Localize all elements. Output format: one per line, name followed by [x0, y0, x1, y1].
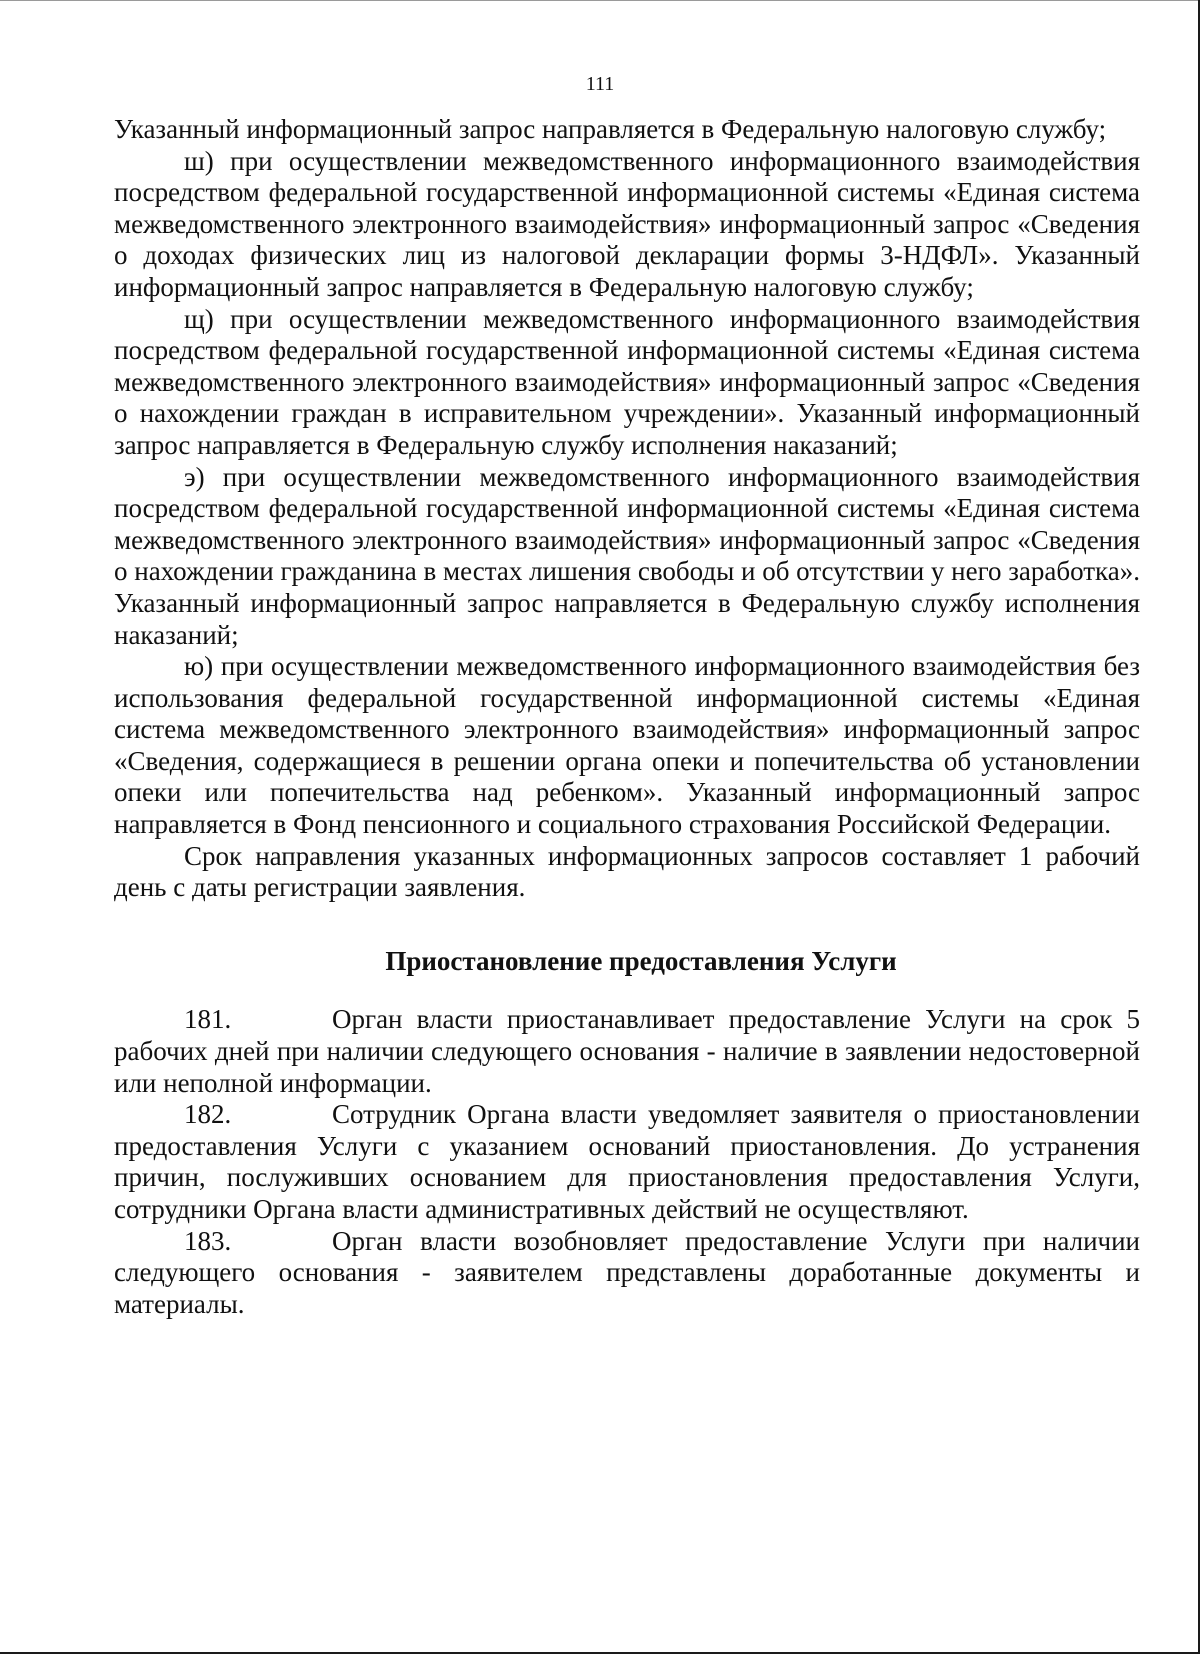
item-number: 181. [184, 1004, 232, 1035]
section-heading: Приостановление предоставления Услуги [385, 945, 897, 976]
paragraph-item-shcha: щ) при осуществлении межведомственного информационного взаимодействия посредством федеральной государственной информационной системы «Единая система межведомственного электронного взаимодействия» информационный запрос «Сведения о нахождении граждан в исправительном учреждении». Указанный информационный запрос направляется в Федеральную службу исполнения наказаний; [114, 303, 1140, 460]
numbered-item-181 [114, 1004, 1140, 1099]
paragraph-item-e: э) при осуществлении межведомственного информационного взаимодействия посредством федеральной государственной информационной системы «Единая система межведомственного электронного взаимодействия» информационный запрос «Сведения о нахождении гражданина в местах лишения свободы и об отсутствии у него заработка». Указанный информационный запрос направляется в Федеральную службу исполнения наказаний; [114, 461, 1140, 650]
item-number: 183. [184, 1225, 232, 1256]
numbered-item-183 [114, 1226, 1140, 1321]
page-number: 111 [585, 73, 615, 95]
numbered-item-182 [114, 1099, 1140, 1225]
item-text: Орган власти возобновляет предоставление Услуги при наличии следующего основания - заявителем представлены доработанные документы и материалы. [114, 1225, 1140, 1319]
paragraph-deadline: Срок направления указанных информационных запросов составляет 1 рабочий день с даты регистрации заявления. [114, 840, 1140, 903]
paragraph-item-sha: ш) при осуществлении межведомственного информационного взаимодействия посредством федеральной государственной информационной системы «Единая система межведомственного электронного взаимодействия» информационный запрос «Сведения о доходах физических лиц из налоговой декларации формы 3-НДФЛ». Указанный информационный запрос направляется в Федеральную налоговую службу; [114, 145, 1140, 302]
item-text: Сотрудник Органа власти уведомляет заявителя о приостановлении предоставления Услуги с указанием оснований приостановления. До устранения причин, послуживших основанием для приостановления предоставления Услуги, сотрудники Органа власти административных действий не осуществляют. [114, 1099, 1140, 1224]
paragraph-continuation: Указанный информационный запрос направляется в Федеральную налоговую службу; [114, 114, 1107, 144]
scan-edge-top [0, 0, 1200, 1]
item-number: 182. [184, 1099, 232, 1130]
paragraph-item-yu: ю) при осуществлении межведомственного информационного взаимодействия без использования федеральной государственной информационной системы «Единая система межведомственного электронного взаимодействия» информационный запрос «Сведения, содержащиеся в решении органа опеки и попечительства об установлении опеки или попечительства над ребенком». Указанный информационный запрос направляется в Фонд пенсионного и социального страхования Российской Федерации. [114, 651, 1140, 840]
item-text: Орган власти приостанавливает предоставление Услуги на срок 5 рабочих дней при наличии следующего основания - наличие в заявлении недостоверной или неполной информации. [114, 1004, 1140, 1098]
document-body [114, 114, 1140, 1320]
